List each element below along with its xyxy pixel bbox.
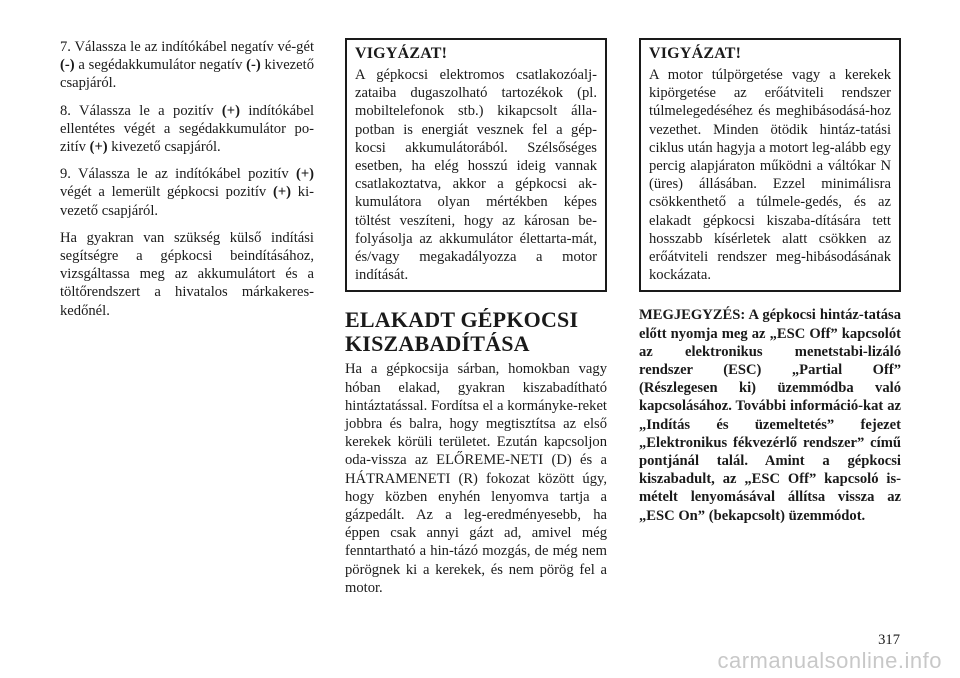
warning-box xyxy=(639,38,901,292)
positive-terminal-symbol: (+) xyxy=(89,139,108,156)
note-paragraph: MEGJEGYZÉS: A gépkocsi hintáz-tatása előtt nyomja meg az „ESC Off” kapcsolót az elektronikus menetstabi-lizáló rendszer (ESC) „Partial Off” (Részlegesen ki) üzemmódba való kapcsolásához. További információ-kat az „Indítás és üzemeltetés” fejezet „Elektronikus fékvezérlő rendszer” című pontjánál talál. Amint a gépkocsi kiszabadult, az „ESC Off” kapcsoló is-mételt lenyomásával állítsa vissza az „ESC On” (bekapcsolt) üzemmódot. xyxy=(639,307,901,524)
warning-title: VIGYÁZAT! xyxy=(649,45,742,62)
warning-text: A gépkocsi elektromos csatlakozóalj-zataiba dugaszolható tartozékok (pl. mobiltelefonok stb.) kikapcsolt álla-potban is energiát vesznek fel a gép-kocsi akkumulátorából. Szélsőséges esetben, ha elég hosszú ideig vannak csatlakoztatva, akkor a gépkocsi ak-kumulátora olyan mértékben képes töltést veszíteni, hogy az károsan be-folyásolja az akkumulátor élettarta-mát, és/vagy megakadályozza a motor indítását. xyxy=(355,67,597,284)
left-column xyxy=(60,38,314,329)
negative-terminal-symbol: (-) xyxy=(246,57,261,74)
watermark: carmanualsonline.info xyxy=(717,648,942,673)
stuck-vehicle-paragraph: Ha a gépkocsija sárban, homokban vagy hóban elakad, gyakran kiszabadítható hintáztatással. Fordítsa el a kormányke-reket jobbra és balra, hogy megtisztítsa az első kerekek körüli területet. Ezután kapcsoljon oda-vissza az ELŐREME-NETI (D) és a HÁTRAMENETI (R) fokozat között úgy, hogy közben enyhén lenyomva tartja a gázpedált. Az a leg-eredményesebb, ha éppen csak annyi gázt ad, amivel még fenntartható a hin-tázó mozgás, de még nem pörögnek ki a kerekek, és nem pörög fel a motor. xyxy=(345,361,607,596)
warning-box xyxy=(345,38,607,292)
section-heading: ELAKADT GÉPKOCSI KISZABADÍTÁSA xyxy=(345,307,579,357)
step-9: 9. Válassza le az indítókábel pozitív (+) végét a lemerült gépkocsi pozitív (+) ki-vezető csapjáról. xyxy=(60,166,314,219)
step-7: 7. Válassza le az indítókábel negatív vé-gét (-) a segédakkumulátor negatív (-) kivezető csapjáról. xyxy=(60,39,314,92)
page-number: 317 xyxy=(878,632,900,648)
middle-column xyxy=(345,38,607,606)
right-column xyxy=(639,38,901,525)
positive-terminal-symbol: (+) xyxy=(221,102,240,119)
negative-terminal-symbol: (-) xyxy=(60,57,75,74)
warning-title: VIGYÁZAT! xyxy=(355,45,448,62)
positive-terminal-symbol: (+) xyxy=(272,184,292,201)
warning-text: A motor túlpörgetése vagy a kerekek kipörgetése az erőátviteli rendszer túlmelegedéséhez és meghibásodásá-hoz vezethet. Minden ötödik hintáz-tatási ciklus után hagyja a motort leg-alább egy percig alapjáraton működni a váltókar N (üres) állásában. Ezzel minimálisra csökkenthető a túlmele-gedés, és az elakadt gépkocsi kiszaba-dítására tett hosszabb kísérletek alatt csökken az erőátviteli rendszer meg-hibásodásának kockázata. xyxy=(649,67,891,284)
battery-advice-paragraph: Ha gyakran van szükség külső indítási segítségre a gépkocsi beindításához, vizsgáltassa meg az akkumulátort és a töltőrendszert a hivatalos márkakeres-kedőnél. xyxy=(60,229,314,319)
positive-terminal-symbol: (+) xyxy=(295,166,314,183)
step-8: 8. Válassza le a pozitív (+) indítókábel ellentétes végét a segédakkumulátor po-zitív (+) kivezető csapjáról. xyxy=(60,102,314,156)
